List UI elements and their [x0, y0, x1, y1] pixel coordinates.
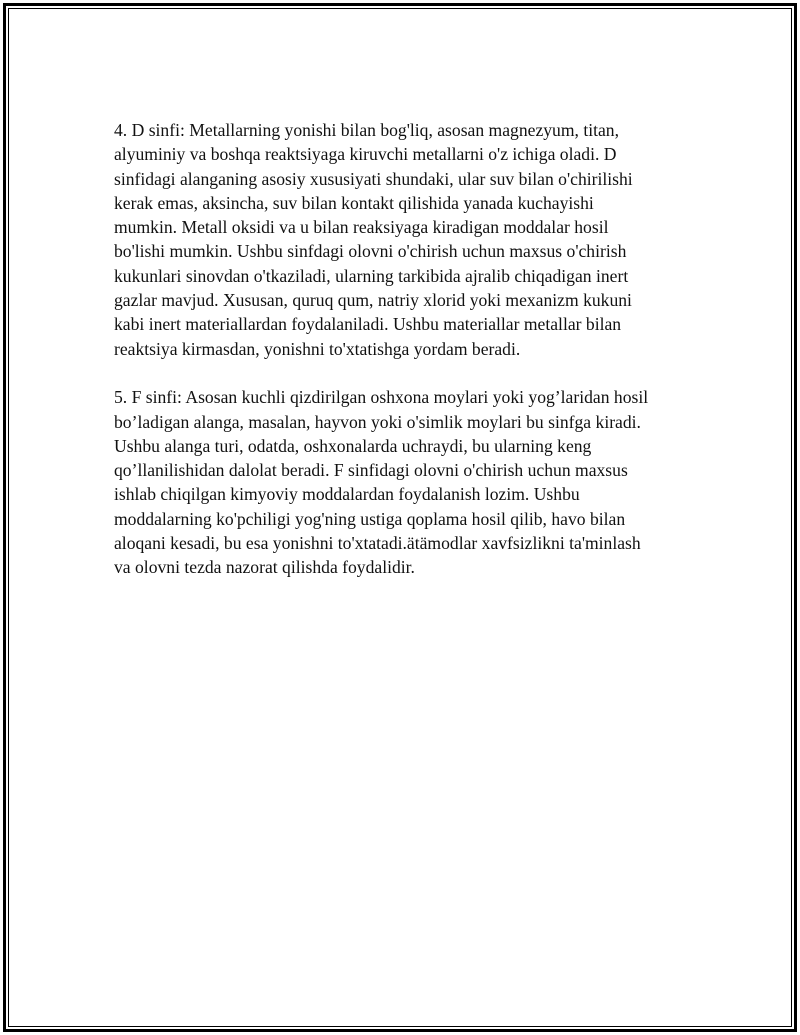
document-body — [114, 118, 694, 604]
paragraph-class-d: 4. D sinfi: Metallarning yonishi bilan bog'liq, asosan magnezyum, titan, alyuminiy va boshqa reaktsiyaga kiruvchi metallarni o'z ichiga oladi. D sinfidagi alanganing asosiy xususiyati shundaki, ular suv bilan o'chirilishi kerak emas, aksincha, suv bilan kontakt qilishida yanada kuchayishi mumkin. Metall oksidi va u bilan reaksiyaga kiradigan moddalar hosil bo'lishi mumkin. Ushbu sinfdagi olovni o'chirish uchun maxsus o'chirish kukunlari sinovdan o'tkaziladi, ularning tarkibida ajralib chiqadigan inert gazlar mavjud. Xususan, quruq qum, natriy xlorid yoki mexanizm kukuni kabi inert materiallardan foydalaniladi. Ushbu materiallar metallar bilan reaktsiya kirmasdan, yonishni to'xtatishga yordam beradi. — [114, 120, 633, 359]
paragraph-class-f: 5. F sinfi: Asosan kuchli qizdirilgan oshxona moylari yoki yog’laridan hosil bo’ladigan alanga, masalan, hayvon yoki o'simlik moylari bu sinfga kiradi. Ushbu alanga turi, odatda, oshxonalarda uchraydi, bu ularning keng qo’llanilishidan dalolat beradi. F sinfidagi olovni o'chirish uchun maxsus ishlab chiqilgan kimyoviy moddalardan foydalanish lozim. Ushbu moddalarning ko'pchiligi yog'ning ustiga qoplama hosil qilib, havo bilan aloqani kesadi, bu esa yonishni to'xtatadi.ätämodlar xavfsizlikni ta'minlash va olovni tezda nazorat qilishda foydalidir. — [114, 387, 649, 578]
